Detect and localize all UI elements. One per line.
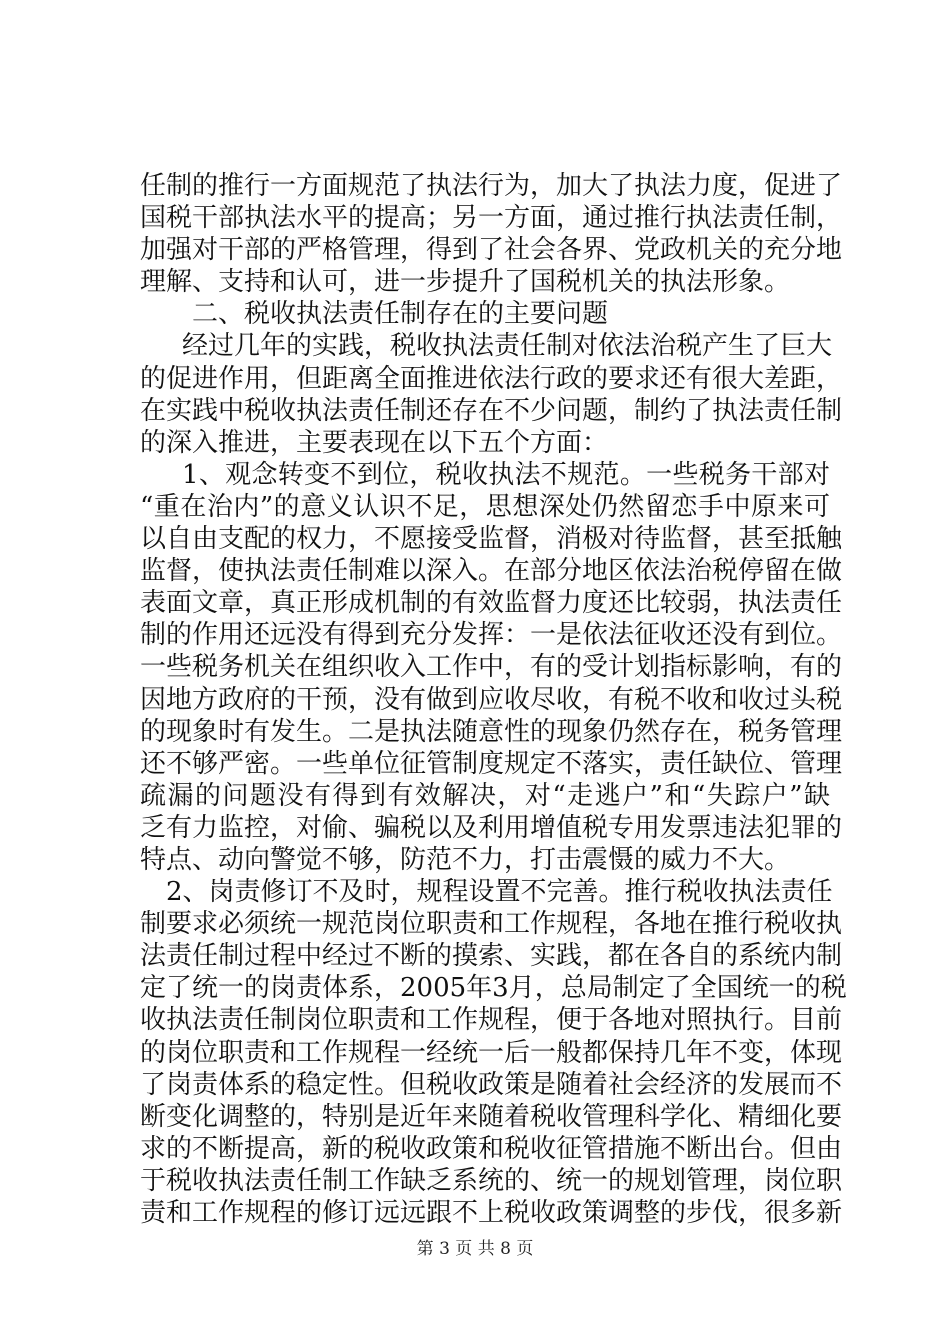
- text-line: 监督，使执法责任制难以深入。在部分地区依法治税停留在做: [140, 556, 843, 587]
- text-line: 断变化调整的，特别是近年来随着税收管理科学化、精细化要: [140, 1101, 843, 1132]
- text-line: 的深入推进，主要表现在以下五个方面：: [140, 427, 609, 458]
- text-line: 法责任制过程中经过不断的摸索、实践，都在各自的系统内制: [140, 941, 843, 972]
- text-line: 于税收执法责任制工作缺乏系统的、统一的规划管理，岗位职: [140, 1165, 843, 1196]
- text-line: 求的不断提高，新的税收政策和税收征管措施不断出台。但由: [140, 1133, 843, 1164]
- text-line: 2、岗责修订不及时，规程设置不完善。推行税收执法责任: [166, 877, 833, 908]
- text-line: 责和工作规程的修订远远跟不上税收政策调整的步伐，很多新: [140, 1198, 843, 1228]
- text-line: 国税干部执法水平的提高；另一方面，通过推行执法责任制，: [140, 203, 843, 234]
- text-line: 理解、支持和认可，进一步提升了国税机关的执法形象。: [140, 267, 791, 298]
- text-line: 制要求必须统一规范岗位职责和工作规程，各地在推行税收执: [140, 909, 843, 940]
- text-line: 表面文章，真正形成机制的有效监督力度还比较弱，执法责任: [140, 588, 843, 619]
- text-line: 特点、动向警觉不够，防范不力，打击震慑的威力不大。: [140, 844, 791, 875]
- document-body: [140, 170, 847, 1229]
- text-line: 加强对干部的严格管理，得到了社会各界、党政机关的充分地: [140, 235, 843, 266]
- text-line: 在实践中税收执法责任制还存在不少问题，制约了执法责任制: [140, 395, 843, 426]
- text-line: 的岗位职责和工作规程一经统一后一般都保持几年不变，体现: [140, 1037, 843, 1068]
- text-line: 制的作用还远没有得到充分发挥：一是依法征收还没有到位。: [140, 620, 843, 651]
- text-line: 因地方政府的干预，没有做到应收尽收，有税不收和收过头税: [140, 684, 843, 715]
- text-line: 经过几年的实践，税收执法责任制对依法治税产生了巨大: [182, 331, 833, 362]
- text-line: 还不够严密。一些单位征管制度规定不落实，责任缺位、管理: [140, 748, 843, 779]
- text-line: 1、观念转变不到位，税收执法不规范。一些税务干部对: [182, 459, 830, 490]
- text-line: 了岗责体系的稳定性。但税收政策是随着社会经济的发展而不: [140, 1069, 843, 1100]
- page-footer: [0, 1234, 950, 1259]
- text-line: 一些税务机关在组织收入工作中，有的受计划指标影响，有的: [140, 652, 843, 683]
- text-line: 收执法责任制岗位职责和工作规程，便于各地对照执行。目前: [140, 1005, 843, 1036]
- text-line: 的现象时有发生。二是执法随意性的现象仍然存在，税务管理: [140, 716, 843, 747]
- section-heading: 二、税收执法责任制存在的主要问题: [192, 299, 609, 330]
- text-line: 任制的推行一方面规范了执法行为，加大了执法力度，促进了: [140, 171, 843, 201]
- text-line: 以自由支配的权力，不愿接受监督，消极对待监督，甚至抵触: [140, 524, 843, 555]
- text-line: 定了统一的岗责体系，2005年3月，总局制定了全国统一的税: [140, 973, 847, 1004]
- text-line: “重在治内”的意义认识不足，思想深处仍然留恋手中原来可: [140, 491, 830, 522]
- text-line: 的促进作用，但距离全面推进依法行政的要求还有很大差距，: [140, 363, 843, 394]
- text-line: 乏有力监控，对偷、骗税以及利用增值税专用发票违法犯罪的: [140, 812, 843, 843]
- page-number-label: 第 3 页 共 8 页: [416, 1239, 534, 1259]
- text-line: 疏漏的问题没有得到有效解决，对“走逃户”和“失踪户”缺: [140, 780, 830, 811]
